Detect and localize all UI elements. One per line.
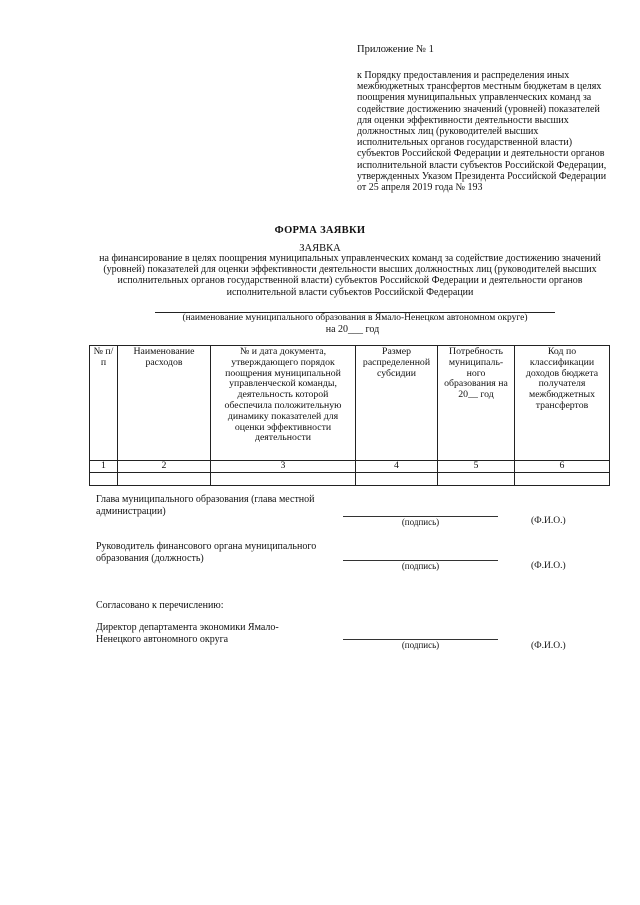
table-cell <box>438 472 515 485</box>
header-need: Потребность муниципаль-ного образования на 20__ год <box>438 346 515 461</box>
signature-label-head: Глава муниципального образования (глава местной администрации) <box>96 494 315 517</box>
appendix-title: Приложение № 1 <box>357 44 434 55</box>
signature-label-finance: Руководитель финансового органа муниципального образования (должность) <box>96 541 317 564</box>
column-number: 2 <box>118 461 211 473</box>
year-line: на 20___ год <box>325 324 380 335</box>
table-cell <box>515 472 610 485</box>
column-number: 4 <box>356 461 438 473</box>
header-document: № и дата документа, утверждающего порядок поощрения муниципальной управленческой команды, деятельность которой обеспечила положительную динамику показателей для оценки эффективности деятельности <box>211 346 356 461</box>
table-cell <box>356 472 438 485</box>
column-number: 3 <box>211 461 356 473</box>
header-expense-name: Наименование расходов <box>118 346 211 461</box>
table-header-row <box>90 346 610 461</box>
signature-caption-director: (подпись) <box>401 640 440 650</box>
table-cell <box>90 472 118 485</box>
signature-caption-head: (подпись) <box>401 517 440 527</box>
municipality-caption: (наименование муниципального образования в Ямало-Ненецком автономном округе) <box>182 313 528 323</box>
appendix-text: к Порядку предоставления и распределения иных межбюджетных трансфертов местным бюджетам в целях поощрения муниципальных управленческих команд за содействие достижению значений (уровней) показателей для оценки эффективности деятельности высших должностных лиц (руководителей высших исполнительных органов государственной власти) субъектов Российской Федерации и деятельности органов исполнительной власти субъектов Российской Федерации, утвержденных Указом Президента Российской Федерации от 25 апреля 2019 года № 193 <box>357 70 607 194</box>
header-subsidy-amount: Размер распределенной субсидии <box>356 346 438 461</box>
fio-finance: (Ф.И.О.) <box>531 561 566 571</box>
signature-label-director: Директор департамента экономики Ямало-Ненецкого автономного округа <box>96 622 279 645</box>
table-row <box>90 472 610 485</box>
header-number: № п/п <box>90 346 118 461</box>
fio-head: (Ф.И.О.) <box>531 516 566 526</box>
form-title: ФОРМА ЗАЯВКИ <box>274 225 366 236</box>
fio-director: (Ф.И.О.) <box>531 641 566 651</box>
signature-caption-finance: (подпись) <box>401 561 440 571</box>
request-subtitle: на финансирование в целях поощрения муниципальных управленческих команд за содействие достижению значений (уровней) показателей для оценки эффективности деятельности высших должностных лиц (руководителей высших исполнительных органов государственной власти) субъектов Российской Федерации и деятельности органов исполнительной власти субъектов Российской Федерации <box>99 253 601 298</box>
table-cell <box>118 472 211 485</box>
column-number: 5 <box>438 461 515 473</box>
request-table <box>89 345 610 486</box>
request-title: ЗАЯВКА <box>299 243 341 254</box>
table-cell <box>211 472 356 485</box>
table-number-row <box>90 461 610 473</box>
column-number: 6 <box>515 461 610 473</box>
agreed-label: Согласовано к перечислению: <box>96 600 224 611</box>
header-revenue-code: Код по классификации доходов бюджета получателя межбюджетных трансфертов <box>515 346 610 461</box>
column-number: 1 <box>90 461 118 473</box>
